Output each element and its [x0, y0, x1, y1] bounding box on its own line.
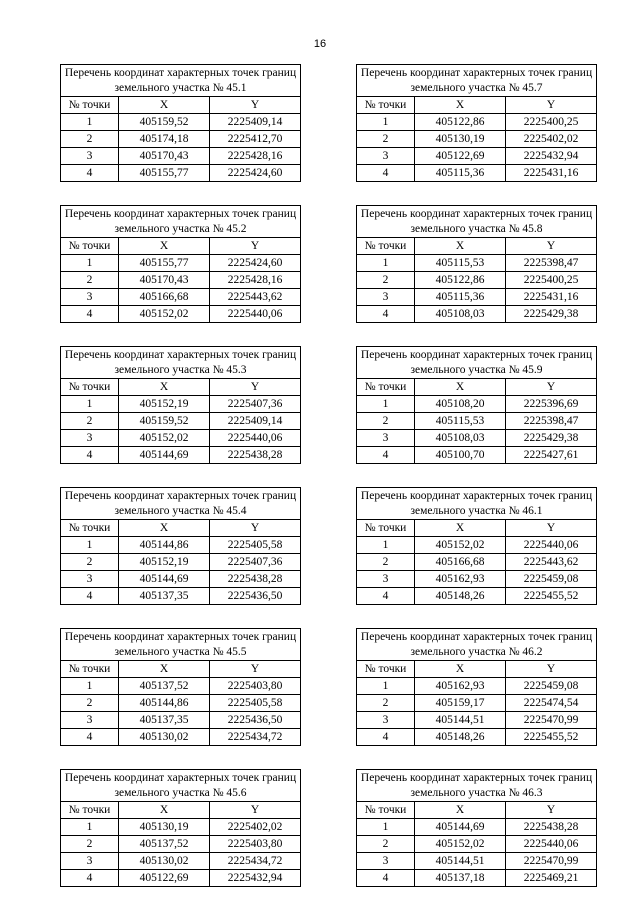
x-coordinate-cell: 405152,02 — [415, 537, 506, 554]
point-number-cell: 2 — [61, 131, 119, 148]
x-coordinate-cell: 405130,02 — [119, 729, 210, 746]
x-coordinate-cell: 405166,68 — [415, 554, 506, 571]
y-coordinate-cell: 2225459,08 — [506, 678, 597, 695]
x-coordinate-cell: 405122,86 — [415, 114, 506, 131]
point-number-cell: 4 — [61, 165, 119, 182]
point-number-cell: 4 — [357, 306, 415, 323]
table-header-row — [61, 238, 301, 255]
column-header: X — [119, 379, 210, 396]
column-header: Y — [506, 379, 597, 396]
table-row — [61, 430, 301, 447]
column-header: № точки — [61, 238, 119, 255]
point-number-cell: 4 — [357, 588, 415, 605]
point-number-cell: 1 — [357, 255, 415, 272]
y-coordinate-cell: 2225432,94 — [210, 870, 301, 887]
point-number-cell: 3 — [61, 148, 119, 165]
column-header: X — [415, 520, 506, 537]
x-coordinate-cell: 405115,36 — [415, 289, 506, 306]
column-header: Y — [506, 661, 597, 678]
y-coordinate-cell: 2225428,16 — [210, 272, 301, 289]
table-row — [61, 306, 301, 323]
table-row — [61, 148, 301, 165]
y-coordinate-cell: 2225431,16 — [506, 289, 597, 306]
column-header: № точки — [61, 661, 119, 678]
x-coordinate-cell: 405170,43 — [119, 148, 210, 165]
column-header: № точки — [357, 97, 415, 114]
y-coordinate-cell: 2225402,02 — [506, 131, 597, 148]
y-coordinate-cell: 2225403,80 — [210, 836, 301, 853]
y-coordinate-cell: 2225434,72 — [210, 729, 301, 746]
table-row — [61, 289, 301, 306]
point-number-cell: 1 — [61, 396, 119, 413]
x-coordinate-cell: 405162,93 — [415, 571, 506, 588]
x-coordinate-cell: 405174,18 — [119, 131, 210, 148]
column-header: Y — [210, 520, 301, 537]
column-header: № точки — [61, 379, 119, 396]
x-coordinate-cell: 405115,36 — [415, 165, 506, 182]
point-number-cell: 2 — [357, 272, 415, 289]
x-coordinate-cell: 405122,86 — [415, 272, 506, 289]
y-coordinate-cell: 2225436,50 — [210, 712, 301, 729]
page-number: 16 — [313, 38, 327, 50]
coordinate-table — [60, 487, 301, 605]
y-coordinate-cell: 2225409,14 — [210, 413, 301, 430]
table-title: Перечень координат характерных точек границ земельного участка № 45.8 — [357, 206, 597, 238]
point-number-cell: 3 — [61, 430, 119, 447]
point-number-cell: 1 — [357, 396, 415, 413]
x-coordinate-cell: 405115,53 — [415, 255, 506, 272]
table-row — [357, 712, 597, 729]
column-header: X — [119, 661, 210, 678]
column-header: № точки — [61, 520, 119, 537]
table-row — [357, 131, 597, 148]
point-number-cell: 2 — [357, 413, 415, 430]
x-coordinate-cell: 405122,69 — [415, 148, 506, 165]
y-coordinate-cell: 2225398,47 — [506, 413, 597, 430]
x-coordinate-cell: 405170,43 — [119, 272, 210, 289]
table-row — [357, 554, 597, 571]
table-header-row — [61, 520, 301, 537]
table-row — [61, 554, 301, 571]
y-coordinate-cell: 2225443,62 — [210, 289, 301, 306]
x-coordinate-cell: 405144,51 — [415, 712, 506, 729]
table-title: Перечень координат характерных точек границ земельного участка № 46.2 — [357, 629, 597, 661]
x-coordinate-cell: 405137,18 — [415, 870, 506, 887]
column-header: № точки — [357, 661, 415, 678]
x-coordinate-cell: 405152,19 — [119, 554, 210, 571]
table-title: Перечень координат характерных точек границ земельного участка № 46.3 — [357, 770, 597, 802]
y-coordinate-cell: 2225407,36 — [210, 396, 301, 413]
table-header-row — [61, 802, 301, 819]
point-number-cell: 2 — [357, 131, 415, 148]
x-coordinate-cell: 405137,52 — [119, 678, 210, 695]
coordinate-table — [356, 628, 597, 746]
x-coordinate-cell: 405144,86 — [119, 537, 210, 554]
table-row — [61, 870, 301, 887]
column-header: X — [415, 661, 506, 678]
column-header: Y — [210, 379, 301, 396]
point-number-cell: 4 — [61, 729, 119, 746]
table-title: Перечень координат характерных точек границ земельного участка № 45.4 — [61, 488, 301, 520]
column-header: № точки — [357, 238, 415, 255]
y-coordinate-cell: 2225412,70 — [210, 131, 301, 148]
y-coordinate-cell: 2225405,58 — [210, 695, 301, 712]
y-coordinate-cell: 2225436,50 — [210, 588, 301, 605]
point-number-cell: 4 — [357, 870, 415, 887]
table-row — [357, 588, 597, 605]
table-row — [61, 729, 301, 746]
point-number-cell: 2 — [357, 836, 415, 853]
coordinate-table — [60, 64, 301, 182]
point-number-cell: 3 — [61, 289, 119, 306]
point-number-cell: 4 — [61, 447, 119, 464]
table-title: Перечень координат характерных точек границ земельного участка № 45.7 — [357, 65, 597, 97]
column-header: X — [415, 238, 506, 255]
column-header: X — [415, 802, 506, 819]
coordinate-table — [356, 346, 597, 464]
table-title: Перечень координат характерных точек границ земельного участка № 45.9 — [357, 347, 597, 379]
y-coordinate-cell: 2225455,52 — [506, 729, 597, 746]
y-coordinate-cell: 2225440,06 — [210, 430, 301, 447]
table-row — [357, 678, 597, 695]
table-row — [357, 571, 597, 588]
coordinate-table — [60, 205, 301, 323]
y-coordinate-cell: 2225470,99 — [506, 712, 597, 729]
table-row — [357, 729, 597, 746]
y-coordinate-cell: 2225440,06 — [506, 836, 597, 853]
column-header: № точки — [357, 379, 415, 396]
table-row — [61, 836, 301, 853]
x-coordinate-cell: 405144,86 — [119, 695, 210, 712]
point-number-cell: 4 — [357, 165, 415, 182]
column-header: Y — [506, 802, 597, 819]
x-coordinate-cell: 405130,02 — [119, 853, 210, 870]
point-number-cell: 2 — [61, 695, 119, 712]
table-row — [357, 306, 597, 323]
table-row — [357, 447, 597, 464]
point-number-cell: 3 — [357, 712, 415, 729]
point-number-cell: 1 — [357, 114, 415, 131]
point-number-cell: 1 — [61, 114, 119, 131]
y-coordinate-cell: 2225424,60 — [210, 165, 301, 182]
y-coordinate-cell: 2225474,54 — [506, 695, 597, 712]
column-header: X — [119, 97, 210, 114]
table-title: Перечень координат характерных точек границ земельного участка № 45.5 — [61, 629, 301, 661]
point-number-cell: 2 — [61, 413, 119, 430]
table-row — [357, 537, 597, 554]
x-coordinate-cell: 405159,52 — [119, 413, 210, 430]
table-row — [61, 413, 301, 430]
point-number-cell: 2 — [357, 554, 415, 571]
column-header: X — [415, 97, 506, 114]
column-header: X — [119, 802, 210, 819]
table-row — [61, 853, 301, 870]
point-number-cell: 3 — [357, 571, 415, 588]
y-coordinate-cell: 2225405,58 — [210, 537, 301, 554]
x-coordinate-cell: 405137,52 — [119, 836, 210, 853]
point-number-cell: 2 — [61, 836, 119, 853]
y-coordinate-cell: 2225409,14 — [210, 114, 301, 131]
column-header: Y — [210, 238, 301, 255]
table-row — [61, 131, 301, 148]
table-header-row — [357, 520, 597, 537]
y-coordinate-cell: 2225407,36 — [210, 554, 301, 571]
table-row — [61, 695, 301, 712]
coordinate-table — [60, 628, 301, 746]
table-row — [357, 396, 597, 413]
x-coordinate-cell: 405152,02 — [119, 430, 210, 447]
table-title: Перечень координат характерных точек границ земельного участка № 45.1 — [61, 65, 301, 97]
x-coordinate-cell: 405152,19 — [119, 396, 210, 413]
y-coordinate-cell: 2225424,60 — [210, 255, 301, 272]
coordinate-tables-grid — [60, 64, 610, 887]
point-number-cell: 1 — [357, 819, 415, 836]
coordinate-table — [356, 205, 597, 323]
y-coordinate-cell: 2225400,25 — [506, 272, 597, 289]
table-header-row — [357, 238, 597, 255]
y-coordinate-cell: 2225429,38 — [506, 430, 597, 447]
point-number-cell: 4 — [357, 447, 415, 464]
y-coordinate-cell: 2225469,21 — [506, 870, 597, 887]
x-coordinate-cell: 405115,53 — [415, 413, 506, 430]
table-row — [61, 819, 301, 836]
y-coordinate-cell: 2225455,52 — [506, 588, 597, 605]
table-header-row — [61, 661, 301, 678]
y-coordinate-cell: 2225434,72 — [210, 853, 301, 870]
point-number-cell: 1 — [61, 819, 119, 836]
x-coordinate-cell: 405137,35 — [119, 712, 210, 729]
table-row — [357, 870, 597, 887]
y-coordinate-cell: 2225438,28 — [210, 447, 301, 464]
table-header-row — [357, 802, 597, 819]
y-coordinate-cell: 2225429,38 — [506, 306, 597, 323]
x-coordinate-cell: 405108,03 — [415, 430, 506, 447]
table-header-row — [357, 379, 597, 396]
coordinate-table — [60, 769, 301, 887]
y-coordinate-cell: 2225440,06 — [210, 306, 301, 323]
x-coordinate-cell: 405144,69 — [119, 571, 210, 588]
column-header: X — [119, 238, 210, 255]
table-row — [357, 165, 597, 182]
table-row — [357, 413, 597, 430]
table-title: Перечень координат характерных точек границ земельного участка № 45.2 — [61, 206, 301, 238]
x-coordinate-cell: 405159,52 — [119, 114, 210, 131]
x-coordinate-cell: 405144,51 — [415, 853, 506, 870]
table-row — [61, 712, 301, 729]
y-coordinate-cell: 2225470,99 — [506, 853, 597, 870]
x-coordinate-cell: 405137,35 — [119, 588, 210, 605]
x-coordinate-cell: 405108,03 — [415, 306, 506, 323]
column-header: Y — [506, 97, 597, 114]
table-row — [357, 695, 597, 712]
point-number-cell: 3 — [61, 571, 119, 588]
coordinate-table — [356, 64, 597, 182]
table-header-row — [357, 97, 597, 114]
point-number-cell: 2 — [61, 272, 119, 289]
table-title: Перечень координат характерных точек границ земельного участка № 45.6 — [61, 770, 301, 802]
x-coordinate-cell: 405152,02 — [415, 836, 506, 853]
point-number-cell: 4 — [357, 729, 415, 746]
table-header-row — [61, 379, 301, 396]
x-coordinate-cell: 405108,20 — [415, 396, 506, 413]
point-number-cell: 1 — [61, 537, 119, 554]
point-number-cell: 4 — [61, 306, 119, 323]
table-row — [61, 571, 301, 588]
column-header: № точки — [61, 802, 119, 819]
table-title: Перечень координат характерных точек границ земельного участка № 46.1 — [357, 488, 597, 520]
x-coordinate-cell: 405130,19 — [415, 131, 506, 148]
point-number-cell: 3 — [357, 289, 415, 306]
y-coordinate-cell: 2225459,08 — [506, 571, 597, 588]
coordinate-table — [356, 769, 597, 887]
point-number-cell: 4 — [61, 870, 119, 887]
table-row — [61, 396, 301, 413]
y-coordinate-cell: 2225438,28 — [506, 819, 597, 836]
table-row — [61, 447, 301, 464]
x-coordinate-cell: 405162,93 — [415, 678, 506, 695]
x-coordinate-cell: 405122,69 — [119, 870, 210, 887]
table-row — [357, 819, 597, 836]
table-row — [61, 255, 301, 272]
point-number-cell: 3 — [61, 853, 119, 870]
x-coordinate-cell: 405159,17 — [415, 695, 506, 712]
y-coordinate-cell: 2225428,16 — [210, 148, 301, 165]
table-row — [357, 430, 597, 447]
column-header: № точки — [357, 802, 415, 819]
x-coordinate-cell: 405144,69 — [415, 819, 506, 836]
point-number-cell: 3 — [61, 712, 119, 729]
x-coordinate-cell: 405155,77 — [119, 165, 210, 182]
coordinate-table — [60, 346, 301, 464]
y-coordinate-cell: 2225431,16 — [506, 165, 597, 182]
table-row — [61, 588, 301, 605]
x-coordinate-cell: 405152,02 — [119, 306, 210, 323]
table-row — [357, 836, 597, 853]
y-coordinate-cell: 2225438,28 — [210, 571, 301, 588]
column-header: X — [415, 379, 506, 396]
point-number-cell: 2 — [357, 695, 415, 712]
table-row — [357, 114, 597, 131]
x-coordinate-cell: 405155,77 — [119, 255, 210, 272]
table-row — [61, 678, 301, 695]
table-header-row — [61, 97, 301, 114]
x-coordinate-cell: 405148,26 — [415, 588, 506, 605]
point-number-cell: 2 — [61, 554, 119, 571]
x-coordinate-cell: 405166,68 — [119, 289, 210, 306]
table-row — [61, 114, 301, 131]
table-row — [357, 255, 597, 272]
table-row — [61, 165, 301, 182]
y-coordinate-cell: 2225427,61 — [506, 447, 597, 464]
y-coordinate-cell: 2225400,25 — [506, 114, 597, 131]
column-header: Y — [210, 97, 301, 114]
point-number-cell: 3 — [357, 430, 415, 447]
column-header: № точки — [61, 97, 119, 114]
column-header: Y — [210, 661, 301, 678]
point-number-cell: 1 — [357, 678, 415, 695]
table-title: Перечень координат характерных точек границ земельного участка № 45.3 — [61, 347, 301, 379]
table-row — [357, 853, 597, 870]
column-header: № точки — [357, 520, 415, 537]
x-coordinate-cell: 405130,19 — [119, 819, 210, 836]
table-row — [357, 272, 597, 289]
column-header: Y — [506, 520, 597, 537]
table-row — [357, 148, 597, 165]
x-coordinate-cell: 405144,69 — [119, 447, 210, 464]
x-coordinate-cell: 405148,26 — [415, 729, 506, 746]
column-header: Y — [506, 238, 597, 255]
y-coordinate-cell: 2225398,47 — [506, 255, 597, 272]
y-coordinate-cell: 2225440,06 — [506, 537, 597, 554]
y-coordinate-cell: 2225403,80 — [210, 678, 301, 695]
point-number-cell: 3 — [357, 148, 415, 165]
table-row — [357, 289, 597, 306]
table-header-row — [357, 661, 597, 678]
y-coordinate-cell: 2225402,02 — [210, 819, 301, 836]
table-row — [61, 537, 301, 554]
point-number-cell: 1 — [61, 678, 119, 695]
point-number-cell: 3 — [357, 853, 415, 870]
x-coordinate-cell: 405100,70 — [415, 447, 506, 464]
y-coordinate-cell: 2225443,62 — [506, 554, 597, 571]
column-header: Y — [210, 802, 301, 819]
point-number-cell: 1 — [357, 537, 415, 554]
point-number-cell: 4 — [61, 588, 119, 605]
y-coordinate-cell: 2225432,94 — [506, 148, 597, 165]
y-coordinate-cell: 2225396,69 — [506, 396, 597, 413]
table-row — [61, 272, 301, 289]
column-header: X — [119, 520, 210, 537]
point-number-cell: 1 — [61, 255, 119, 272]
coordinate-table — [356, 487, 597, 605]
